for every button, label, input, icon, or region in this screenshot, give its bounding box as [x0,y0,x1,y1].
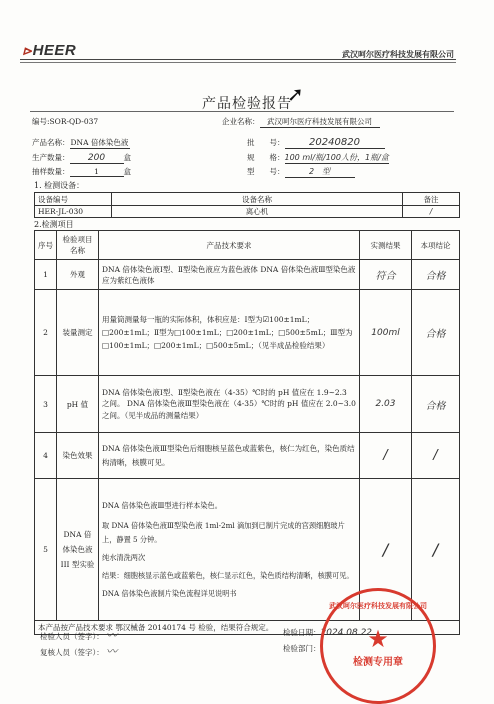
sample-field [32,166,131,177]
test-step: 纯水清洗两次 [102,552,146,562]
product-label: 产品名称： [32,138,70,147]
logo-text: HEER [32,42,77,59]
test-step: 结果：细胞核显示蓝色或蓝紫色，核仁显示红色，染色质结构清晰，核膜可见。 [102,570,354,580]
title-rule [30,111,454,112]
tests-header-req: 产品技术要求 [99,231,360,260]
table-row [35,260,460,290]
test-name: pH 值 [57,376,99,433]
test-step: DNA 倍体染色液Ⅲ型进行样本染色。 [102,500,222,510]
test-name: 装量测定 [57,290,99,376]
sample-value: 1 [70,167,124,177]
batch-label: 批 号： [247,138,285,147]
spec-field [247,152,389,164]
tests-header-result: 实测结果 [360,231,412,260]
test-result: / [360,479,412,621]
test-no: 4 [35,433,57,479]
test-step: 取 DNA 倍体染色液Ⅲ型染色液 1ml-2ml 滴加到已制片完成的宫颈细胞玻片上，静置 5 分钟。 [102,520,345,544]
reviewer-label: 复核人员（签字）： [40,648,104,657]
footer-note: 本产品按产品技术要求 鄂汉械备 20140174 号 检验，结果符合规定。 [35,621,460,635]
test-conclusion: 合格 [412,376,460,433]
mouse-cursor-icon: ➚ [287,82,304,106]
inspector-signature: 〰︎ [106,629,118,642]
header-rule-thin [20,62,456,63]
seal-arc-text: 武汉呵尔医疗科技发展有限公司 [329,601,427,610]
product-value: DNA 倍体染色液 [70,138,129,147]
equipment-header-id: 设备编号 [35,193,112,206]
spec-label: 规 格： [247,153,285,162]
test-requirement: DNA 倍体染色液Ⅰ型、Ⅱ型染色液在（4-35）℃时的 pH 值应在 1.9~2.3 之间。 DNA 倍体染色液Ⅲ型染色液在（4-35）℃时的 pH 值应在 2.0~3.0 之间。（见半成品的测量结果） [99,376,360,433]
header-company-name: 武汉呵尔医疗科技发展有限公司 [342,49,454,59]
reviewer-field [40,643,117,659]
page-title: 产品检验报告 [202,96,292,112]
test-requirement: 用量筒测量每一瓶的实际体积，体积应是：Ⅰ型为☑100±1mL；□200±1mL；Ⅱ型为□100±1mL；□200±1mL；□500±5mL；Ⅲ型为□100±1mL；□200±1mL；□500±5mL；（见半成品检验结果） [99,290,360,376]
qty-label: 生产数量： [32,153,70,162]
logo-mark-icon: ⊳ [22,44,33,58]
model-field [247,166,355,178]
tests-header-name: 检验项目名称 [57,231,99,260]
seal-star-icon: ★ [367,625,389,653]
serial-field [32,116,98,127]
test-conclusion: 合格 [412,260,460,290]
test-step: DNA 倍体染色液制片染色流程详见说明书 [102,588,237,598]
equipment-section-title: 1. 检测设备： [34,181,85,190]
seal-center-text: 检测专用章 [353,657,403,668]
equipment-note: / [403,206,460,218]
batch-field [247,137,385,149]
sample-unit: 盒 [123,167,131,176]
sample-label: 抽样数量： [32,167,70,176]
spec-value: 100 ml/瓶/100人份，1瓶/盒 [284,153,389,162]
tests-header-concl: 本项结论 [412,231,460,260]
equipment-id: HER-JL-030 [35,206,112,218]
test-result: / [360,433,412,479]
inspector-label: 检验人员（签字）： [40,632,104,641]
company-label: 企业名称： [222,117,260,126]
test-conclusion: 合格 [412,290,460,376]
test-requirement: DNA 倍体染色液Ⅲ型染色后细胞核呈蓝色或蓝紫色，核仁为红色，染色质结构清晰，核膜可见。 [99,433,360,479]
table-row [35,433,460,479]
equipment-header-name: 设备名称 [112,193,403,206]
test-requirement [99,479,360,621]
test-conclusion: / [412,433,460,479]
company-seal [320,588,436,704]
company-logo [22,42,76,59]
serial-value: SOR-QD-037 [49,117,99,126]
test-name: 外观 [57,260,99,290]
dept-field [283,643,321,654]
test-no: 1 [35,260,57,290]
batch-value: 20240820 [285,137,385,149]
dept-label: 检验部门： [283,644,321,653]
model-label: 型 号： [247,167,285,176]
equipment-table [34,192,460,218]
equipment-header-note: 备注 [403,193,460,206]
qty-field [32,152,131,164]
tests-table [34,230,460,635]
test-name: DNA 倍体染色液 III 型实验 [57,479,99,621]
qty-value: 200 [70,153,124,164]
inspector-field [40,627,117,643]
date-value: 2024.08.22 [320,628,373,638]
test-no: 2 [35,290,57,376]
test-name: 染色效果 [57,433,99,479]
test-no: 3 [35,376,57,433]
test-result: 100ml [360,290,412,376]
table-row [35,376,460,433]
test-result: 符合 [360,260,412,290]
reviewer-signature: 〰︎ [106,645,118,658]
company-value: 武汉呵尔医疗科技发展有限公司 [260,116,380,128]
test-requirement: DNA 倍体染色液Ⅰ型、Ⅱ型染色液应为蓝色液体 DNA 倍体染色液Ⅲ型染色液应为紫红色液体 [99,260,360,290]
tests-section-title: 2.检测项目 [34,220,74,229]
company-field [222,116,380,128]
product-field [32,137,130,149]
table-row [35,290,460,376]
tests-header-no: 序号 [35,231,57,260]
date-label: 检验日期： [283,628,321,637]
table-row [35,206,460,218]
header-rule [20,59,456,60]
model-value: 2 型 [285,166,355,178]
equipment-name: 离心机 [112,206,403,218]
test-no: 5 [35,479,57,621]
test-result: 2.03 [360,376,412,433]
test-conclusion: / [412,479,460,621]
serial-label: 编号: [32,117,50,126]
qty-unit: 盒 [123,153,131,162]
